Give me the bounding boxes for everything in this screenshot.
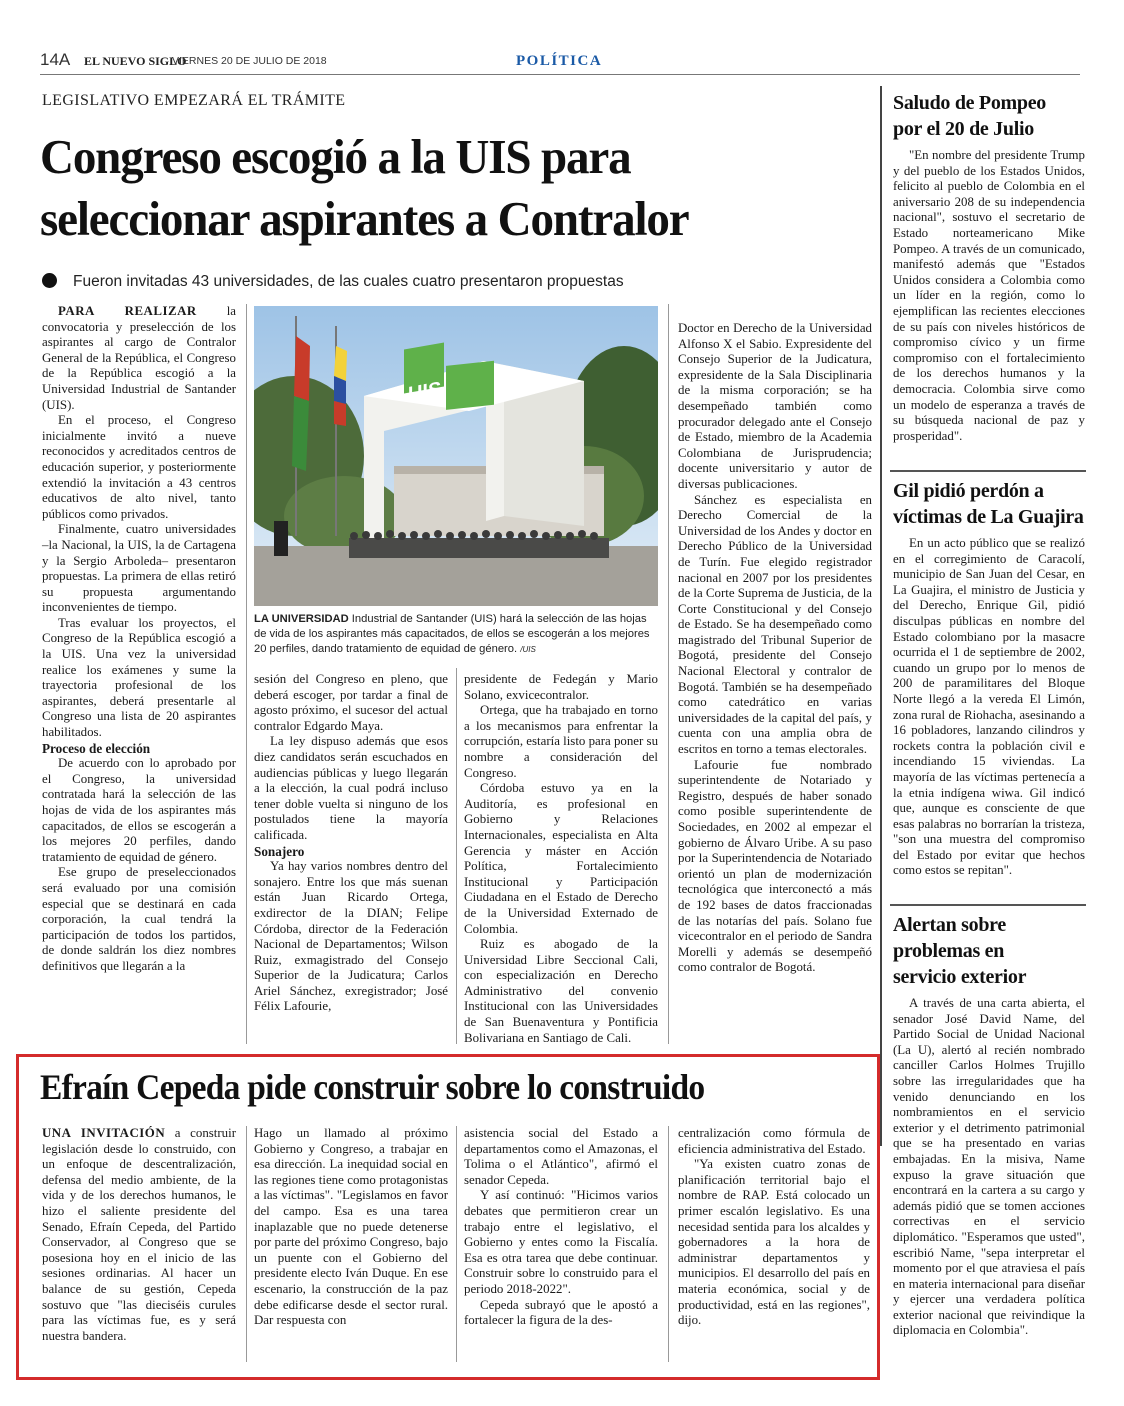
sidebar-story-1-title: Saludo de Pompeo por el 20 de Julio: [893, 92, 1047, 140]
column-rule: [456, 668, 457, 1044]
header-rule: [40, 74, 1080, 75]
boxed-col-1: UNA INVITACIÓN a construir legislación desde lo construido, con un enfoque de descentralización, defensa del medio ambiente, de la vida y de los derechos humanos, le hizo el saliente presidente del Senado, Efraín Cepeda, del Partido Conservador, al Congreso que se posesiona hoy en el inicio de las sesiones ordinarias. Al hacer un balance de su gestión, Cepeda sostuvo que "las dieciséis curules para las víctimas fue, es y será nuestra bandera.: [42, 1126, 236, 1343]
paragraph: Tras evaluar los proyectos, el Congreso de la República escogió a la UIS. Una vez la universidad realice los exámenes y sume la trayectoria profesional de los aspirantes, deberá presentarle al Congreso una lista de 20 aspirantes habilitados.: [42, 615, 236, 740]
kicker: LEGISLATIVO EMPEZARÁ EL TRÁMITE: [42, 92, 346, 109]
deck: [42, 273, 872, 291]
paragraph: Córdoba estuvo ya en la Auditoría, es profesional en Gobierno y Relaciones Internacionales, especialista en Alta Gerencia y máster en Acción Política, Fortalecimiento Institucional y Participación Ciudadana en el Estado de Derecho de la Universidad Externado de Colombia.: [464, 781, 658, 936]
sidebar-story-3-body: A través de una carta abierta, el senador José David Name, del Partido Social de Unidad Nacional (La U), alertó al recién nombrado canciller Carlos Holmes Trujillo sobre las irregularidades que ha venido denunciando en los nombramientos en el servicio exterior y el detrimento patrimonial que se ha presentado en varias embajadas. En la misiva, Name expuso la grave situación que encontrará en la cartera a su cargo y además pidió que se tomen acciones correctivas en el servicio diplomático. "Esperamos que usted", escribió Name, "sepa interpretar el momento por el que atraviesa el país en materia internacional para diseñar y ejercer una verdadera política exterior nacional que reivindique la diplomacia en Colombia".: [893, 996, 1085, 1338]
campus-gate-illustration: [254, 306, 658, 606]
paragraph: En el proceso, el Congreso inicialmente invitó a nueve reconocidos y acreditados centros de educación superior, y posteriormente extendió la invitación a 43 centros educativos de alto nivel, tanto públicos como privados.: [42, 413, 236, 521]
article-photo: [254, 306, 658, 606]
sidebar-story-2-title: Gil pidió perdón a víctimas de La Guajira: [893, 480, 1084, 528]
newspaper-name: EL NUEVO SIGLO: [84, 54, 187, 68]
sidebar-story-2-body: En un acto público que se realizó en el corregimiento de Caracolí, municipio de San Juan del Cesar, en La Guajira, el ministro de Justicia y del Derecho, Enrique Gil, pidió disculpas públicas en nombre del Estado colombiano por la masacre ocurrida el 1 de septiembre de 2002, cuando un grupo por lo menos de 200 de paramilitares del Bloque Norte llegó a la vereda El Limón, zona rural de Riohacha, asesinando a 16 pobladores, lanzando cilindros y rockets contra la población civil e incendiando 15 viviendas. La mayoría de las víctimas pertenecía a la etnia indígena wiwa. Gil indicó que, aunque es consciente de que esas palabras no borrarían la tristeza, "son una muestra del compromiso del Estado por evitar que hechos como estos se repitan".: [893, 536, 1085, 878]
paragraph: Ese grupo de preseleccionados será evaluado por una comisión especial que se destinará en cada corporación, la cual tendrá la participación de todos los partidos, de donde saldrán los diez nombres definitivos que llegarán a la: [42, 865, 236, 973]
paragraph: La ley dispuso además que esos diez candidatos serán escuchados en audiencias públicas y luego llegarán a la elección, la cual podrá incluso tener doble vuelta si ninguno de los postulados tiene la mayoría calificada.: [254, 734, 448, 842]
boxed-col-2: Hago un llamado al próximo Gobierno y Congreso, a trabajar en esa dirección. La inequidad social en las regiones tiene como protagonistas a las víctimas". "Legislamos en favor del campo. Esa es una tarea inaplazable que no puede detenerse por parte del próximo Congreso, bajo un puente con el Gobierno del presidente electo Iván Duque. En ese escenario, la construcción de la paz debe edificarse desde el sector rural. Dar respuesta con: [254, 1126, 448, 1328]
headline: [40, 126, 837, 250]
headline-line-2: seleccionar aspirantes a Contralor: [40, 191, 689, 246]
paragraph: Ya hay varios nombres dentro del sonajero. Entre los que más suenan están Juan Ricardo Ortega, exdirector de la DIAN; Felipe Córdoba, director de la Federación Nacional de Departamentos; Wilson Ruiz, exmagistrado del Consejo Superior de la Judicatura; Carlos Ariel Sánchez, exregistrador; José Félix Lafourie,: [254, 859, 448, 1014]
main-col-2: [254, 672, 448, 1015]
paragraph: De acuerdo con lo aprobado por el Congreso, la universidad contratada hará la selección de las hojas de vida de los aspirantes más capacitados, de ellos se escogerán a los mejores 20 perfiles, dando tratamiento de equidad de género.: [42, 756, 236, 864]
deck-text: Fueron invitadas 43 universidades, de las cuales cuatro presentaron propuestas: [73, 273, 624, 290]
bullet-icon: [42, 273, 57, 288]
subhead: Sonajero: [254, 843, 305, 859]
boxed-col-3: asistencia social del Estado a departamentos como el Amazonas, el Tolima o el Atlántico", afirmó el senador Cepeda. Y así continuó: "Hicimos varios debates que permitieron crear un trabajo entre el legislativo, el Gobierno y entes como la Fiscalía. Esa es otra tarea que debe continuar. Construir sobre lo construido para el periodo 2018-2022". Cepeda subrayó que le apostó a fortalecer la figura de la des-: [464, 1126, 658, 1328]
column-rule: [668, 304, 669, 1044]
headline-line-1: Congreso escogió a la UIS para: [40, 129, 631, 184]
caption-lead: LA UNIVERSIDAD: [254, 613, 349, 625]
paragraph: presidente de Fedegán y Mario Solano, exvicecontralor.: [464, 672, 658, 702]
sidebar-divider: [890, 470, 1086, 472]
paragraph: Ruiz es abogado de la Universidad Libre Seccional Cali, con especialización en Derecho Administrativo del convenio Institucional con las Universidades de San Buenaventura y Pontificia Bolivariana en Santiago de Cali.: [464, 937, 658, 1045]
boxed-headline: Efraín Cepeda pide construir sobre lo construido: [40, 1067, 705, 1107]
paragraph: Lafourie fue nombrado superintendente de Notariado y Registro, después de haber sonado como posible superintendente de Sociedades, en 2002 al empezar el gobierno de Álvaro Uribe. A su paso por la Superintendencia de Notariado orientó un plan de modernización tecnológica que interconectó a más de 192 bases de datos fraccionadas de las notarías del país. Solano fue vicecontralor en el periodo de Sandra Morelli y además se desempeñó como contralor de Bogotá.: [678, 757, 872, 975]
sidebar-rule: [880, 86, 882, 1146]
column-rule: [246, 304, 247, 1044]
page-header: [40, 50, 1080, 72]
sign-logo-text: UIS: [408, 378, 442, 406]
column-rule: [456, 1126, 457, 1362]
sidebar-story-1-body: "En nombre del presidente Trump y del pueblo de los Estados Unidos, felicito al pueblo de Colombia en el aniversario 208 de su independencia nacional", sostuvo el secretario de Estado norteamericano Mike Pompeo. A través de un comunicado, manifestó además que "Estados Unidos considera a Colombia como un líder en la región, como lo ejemplifican las recientes elecciones de su país con niveles históricos de compromiso cívico y un firme compromiso con el fortalecimiento de los derechos humanos y la democracia. Colombia sirve como un modelo de esperanza a través de su búsqueda nacional de paz y prosperidad".: [893, 148, 1085, 443]
paragraph: Ortega, que ha trabajado en torno a los mecanismos para enfrentar la corrupción, estaría listo para poner su nombre a consideración del Congreso.: [464, 703, 659, 780]
subhead: Proceso de elección: [42, 740, 151, 756]
paragraph: Sánchez es especialista en Derecho Comercial de la Universidad de los Andes y doctor en Derecho Público de la Universidad de Turín. Fue elegido registrador nacional en 2007 por los presidentes de la Corte Suprema de Justicia, de la Corte Constitucional y del Consejo de Estado. Se ha desempeñado como magistrado del Tribunal Superior de Bogotá, presidente del Consejo Nacional Electoral y contralor de Bogotá. También se ha desempeñado como catedrático en varias universidades de la capital del país, y cuenta con una amplia obra de escritos en torno a temas electorales.: [678, 492, 873, 757]
photo-caption: [254, 612, 658, 657]
column-rule: [668, 1126, 669, 1362]
main-col-1: PARA REALIZAR la convocatoria y preselección de los aspirantes al cargo de Contralor General de la República, el Congreso de la República escogió a la Universidad Industrial de Santander (UIS). En el proceso, el Congreso inicialmente invitó a nueve reconocidos y acreditados centros de educación superior, y posteriormente extendió la invitación a 43 centros educativos de alto nivel, tanto públicos como privados. Finalmente, cuatro universidades –la Nacional, la UIS, la de Cartagena y la Sergio Arboleda– presentaron propuestas. La primera de ellas retiró su propuesta argumentando inconvenientes de tiempo. Tras evaluar los proyectos, el Congreso de la República escogió a la UIS. Una vez la universidad realice los exámenes y sume la trayectoria profesional de los aspirantes, deberá presentarle al Congreso una lista de 20 aspirantes habilitados. Proceso de elección De acuerdo con lo aprobado por el Congreso, la universidad contratada hará la selección de las hojas de vida de los aspirantes más capacitados, de ellos se escogerán a los mejores 20 perfiles, dando tratamiento de equidad de género. Ese grupo de preseleccionados será evaluado por una comisión especial que se destinará en cada corporación, la cual tendrá la participación de todos los partidos, de donde saldrán los diez nombres definitivos que llegarán a la: [42, 304, 236, 973]
main-col-3: [464, 672, 658, 1046]
photo-credit: /UIS: [520, 645, 536, 654]
paragraph: sesión del Congreso en pleno, que deberá escoger, por tardar a final de agosto próximo, el sucesor del actual contralor Edgardo Maya.: [254, 672, 448, 733]
boxed-col-4: centralización como fórmula de eficiencia administrativa del Estado. "Ya existen cuatro zonas de planificación territorial bajo el nombre de RAP. Está colocado un primer escalón legislativo. Es una necesidad sentida para los alcaldes y gobernadores a la hora de administrar departamentos y municipios. El desarrollo del país en materia económica, social y de productividad, está en las regiones", dijo.: [678, 1126, 870, 1328]
issue-date: VIERNES 20 DE JULIO DE 2018: [172, 55, 327, 67]
paragraph: Doctor en Derecho de la Universidad Alfonso X el Sabio. Expresidente del Consejo Superior de la Judicatura, expresidente de la Sala Disciplinaria de la misma corporación; se ha desempeñado también como procurador delegado ante el Consejo de Estado, miembro de la Academia Colombiana de Jurisprudencia; docente universitario y autor de diversas publicaciones.: [678, 321, 872, 491]
page-number: 14A: [40, 50, 71, 69]
paragraph: Finalmente, cuatro universidades –la Nacional, la UIS, la de Cartagena y la Sergio Arboleda– presentaron propuestas. La primera de ellas retiró su propuesta argumentando inconvenientes de tiempo.: [42, 522, 236, 615]
lead-in: UNA INVITACIÓN: [42, 1126, 166, 1140]
section-name: POLÍTICA: [516, 53, 603, 69]
sidebar-divider: [890, 904, 1086, 906]
main-col-4: [678, 321, 872, 976]
sidebar-story-3-title: Alertan sobre problemas en servicio exterior: [893, 914, 1027, 988]
column-rule: [246, 1126, 247, 1362]
lead-in: PARA REALIZAR: [58, 304, 197, 318]
caption-text: Industrial de Santander (UIS) hará la selección de las hojas de vida de los aspirantes más capacitados, de ellos se escogerán a los mejores 20 perfiles, dando tratamiento de equidad de género.: [254, 613, 650, 655]
